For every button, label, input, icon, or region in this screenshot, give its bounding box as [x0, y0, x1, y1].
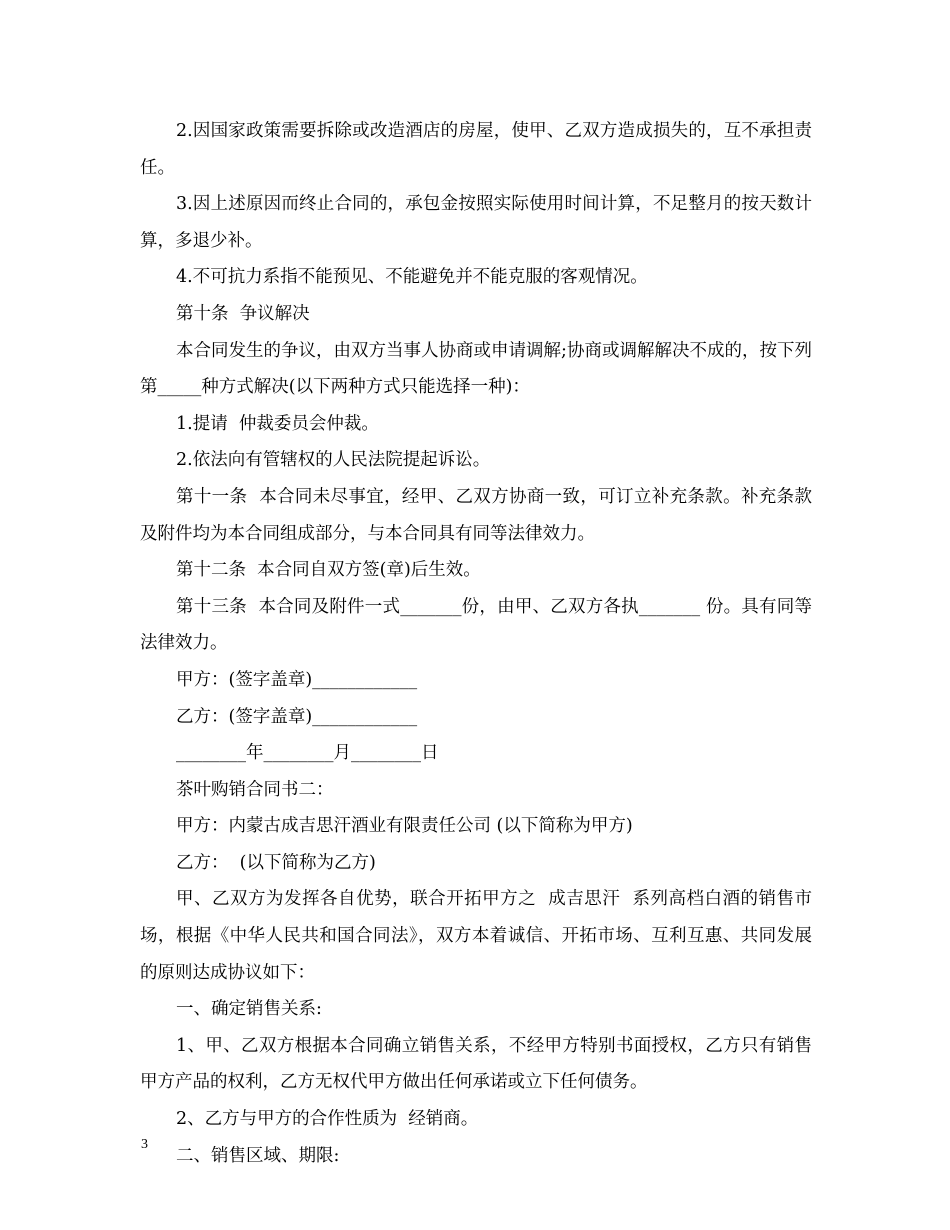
paragraph-sales-relationship-2: 2、乙方与甲方的合作性质为 经销商。 — [176, 1109, 479, 1130]
paragraph-article-13: 第十三条 本合同及附件一式_______份，由甲、乙双方各执_______ 份。具有同等法律效力。 — [140, 596, 812, 654]
paragraph-article-11: 第十一条 本合同未尽事宜，经甲、乙双方协商一致，可订立补充条款。补充条款及附件均为本合同组成部分，与本合同具有同等法律效力。 — [140, 486, 812, 544]
paragraph-article-9-item-2: 2.因国家政策需要拆除或改造酒店的房屋，使甲、乙双方造成损失的，互不承担责任。 — [140, 121, 812, 178]
signature-date-line: ________年________月________日 — [176, 743, 439, 764]
document-page — [140, 113, 812, 1174]
paragraph-sales-relationship-1: 1、甲、乙双方根据本合同确立销售关系，不经甲方特别书面授权，乙方只有销售甲方产品的权利，乙方无权代甲方做出任何承诺或立下任何债务。 — [140, 1035, 812, 1093]
heading-contract-two: 茶叶购销合同书二： — [176, 779, 334, 800]
paragraph-dispute-resolution: 本合同发生的争议，由双方当事人协商或申请调解;协商或调解解决不成的，按下列第_____种方式解决(以下两种方式只能选择一种)： — [140, 340, 812, 398]
signature-party-a: 甲方：(签字盖章)____________ — [176, 669, 418, 690]
signature-party-b: 乙方：(签字盖章)____________ — [176, 706, 418, 727]
heading-sales-relationship: 一、确定销售关系: — [176, 999, 322, 1020]
heading-sales-region-term: 二、销售区域、期限: — [176, 1145, 340, 1166]
paragraph-litigation-option: 2.依法向有管辖权的人民法院提起诉讼。 — [176, 450, 491, 471]
paragraph-article-9-item-4: 4.不可抗力系指不能预见、不能避免并不能克服的客观情况。 — [176, 267, 648, 288]
party-b-name: 乙方： (以下简称为乙方) — [176, 852, 376, 873]
paragraph-preamble: 甲、乙双方为发挥各自优势，联合开拓甲方之 成吉思汗 系列高档白酒的销售市场，根据《中华人民共和国合同法》，双方本着诚信、开拓市场、互利互惠、共同发展的原则达成协议如下： — [140, 889, 812, 983]
paragraph-article-9-item-3: 3.因上述原因而终止合同的，承包金按照实际使用时间计算，不足整月的按天数计算，多退少补。 — [140, 194, 812, 251]
paragraph-arbitration-option: 1.提请 仲裁委员会仲裁。 — [176, 413, 379, 434]
party-a-name: 甲方：内蒙古成吉思汗酒业有限责任公司 (以下简称为甲方) — [176, 816, 633, 837]
page-number: 3 — [141, 1137, 148, 1152]
heading-article-10: 第十条 争议解决 — [176, 303, 310, 324]
paragraph-article-12: 第十二条 本合同自双方签(章)后生效。 — [176, 560, 481, 581]
